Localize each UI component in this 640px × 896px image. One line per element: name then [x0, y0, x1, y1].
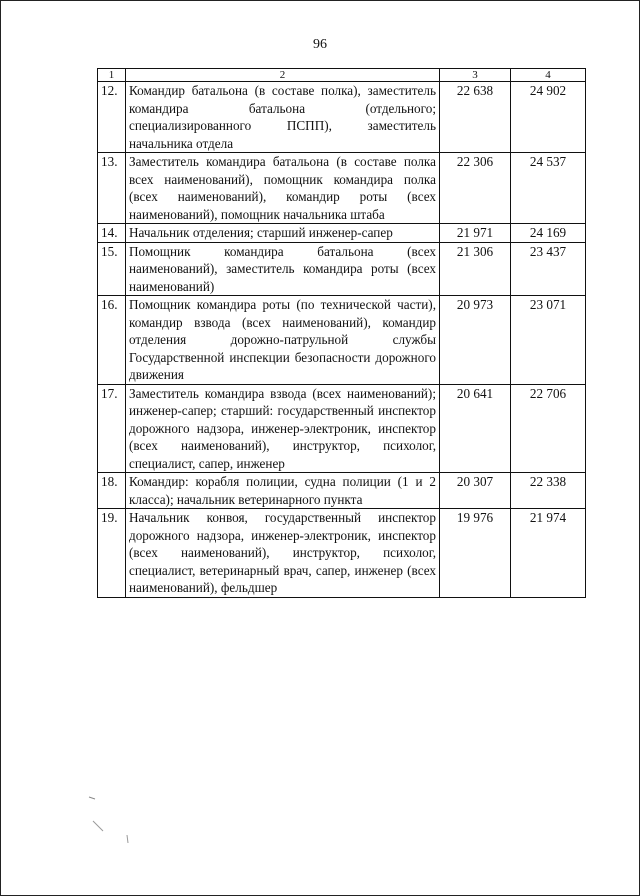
value-column-4: 23 437 [511, 242, 586, 296]
value-column-3: 20 307 [440, 473, 511, 509]
table-row [98, 82, 586, 153]
value-column-3: 22 306 [440, 153, 511, 224]
salary-table [97, 68, 586, 598]
value-column-4: 24 537 [511, 153, 586, 224]
value-column-4: 21 974 [511, 509, 586, 598]
value-column-4: 22 706 [511, 384, 586, 473]
row-number: 14. [98, 224, 126, 243]
position-description: Начальник конвоя, государственный инспектор дорожного надзора, инженер-электроник, инспектор (всех наименований), инструктор, психолог, специалист, ветеринарный врач, сапер, инженер (всех наименований), фельдшер [126, 509, 440, 598]
value-column-3: 19 976 [440, 509, 511, 598]
position-description: Заместитель командира взвода (всех наименований); инженер-сапер; старший: государственный инспектор дорожного надзора, инженер-электроник, инспектор (всех наименований), инструктор, психолог, специалист, сапер, инженер [126, 384, 440, 473]
value-column-4: 24 169 [511, 224, 586, 243]
position-description: Командир батальона (в составе полка), заместитель командира батальона (отдельного; специализированного ПСПП), заместитель начальника отдела [126, 82, 440, 153]
value-column-3: 22 638 [440, 82, 511, 153]
column-header: 2 [126, 69, 440, 82]
row-number: 18. [98, 473, 126, 509]
position-description: Начальник отделения; старший инженер-сапер [126, 224, 440, 243]
column-header: 1 [98, 69, 126, 82]
value-column-3: 21 971 [440, 224, 511, 243]
row-number: 13. [98, 153, 126, 224]
table-row [98, 242, 586, 296]
row-number: 12. [98, 82, 126, 153]
value-column-4: 22 338 [511, 473, 586, 509]
row-number: 17. [98, 384, 126, 473]
table-row [98, 224, 586, 243]
value-column-4: 23 071 [511, 296, 586, 385]
position-description: Помощник командира роты (по технической части), командир взвода (всех наименований), командир отделения дорожно-патрульной службы Государственной инспекции безопасности дорожного движения [126, 296, 440, 385]
value-column-3: 21 306 [440, 242, 511, 296]
table-row [98, 509, 586, 598]
column-header: 3 [440, 69, 511, 82]
row-number: 19. [98, 509, 126, 598]
table-row [98, 296, 586, 385]
table-row [98, 153, 586, 224]
value-column-3: 20 641 [440, 384, 511, 473]
position-description: Помощник командира батальона (всех наименований), заместитель командира роты (всех наименований) [126, 242, 440, 296]
position-description: Заместитель командира батальона (в составе полка всех наименований), помощник командира полка (всех наименований), командир роты (всех наименований), помощник начальника штаба [126, 153, 440, 224]
table-header-row [98, 69, 586, 82]
column-header: 4 [511, 69, 586, 82]
scan-marks [87, 791, 147, 854]
table-row [98, 384, 586, 473]
row-number: 15. [98, 242, 126, 296]
row-number: 16. [98, 296, 126, 385]
table-row [98, 473, 586, 509]
page-number: 96 [313, 37, 327, 52]
value-column-3: 20 973 [440, 296, 511, 385]
scan-artifact-icon [87, 791, 147, 851]
value-column-4: 24 902 [511, 82, 586, 153]
position-description: Командир: корабля полиции, судна полиции (1 и 2 класса); начальник ветеринарного пункта [126, 473, 440, 509]
